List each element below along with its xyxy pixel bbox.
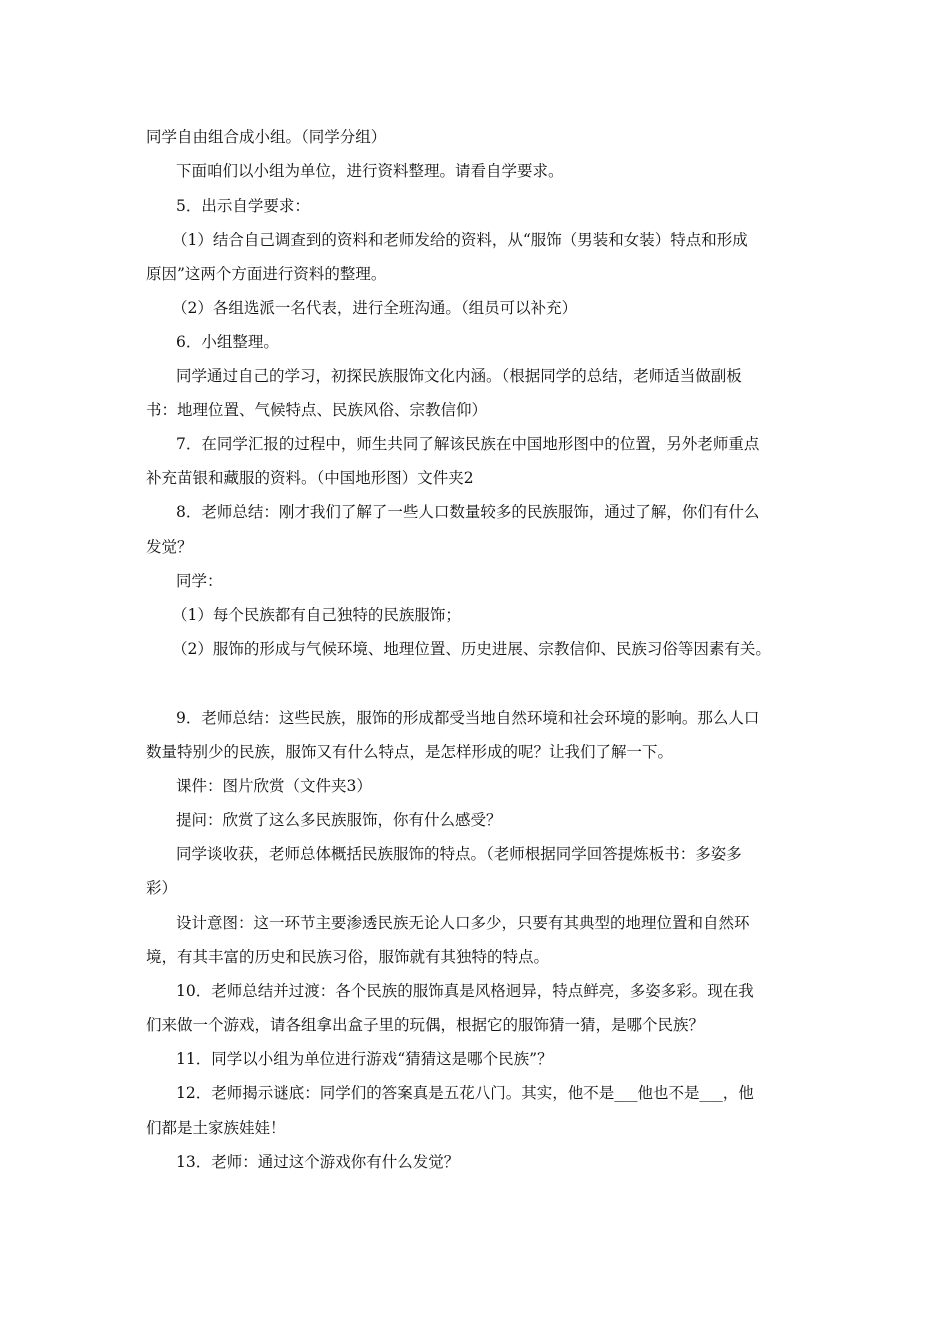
text-line: 13．老师：通过这个游戏你有什么发觉？ bbox=[176, 1153, 460, 1171]
text-line: 们来做一个游戏，请各组拿出盒子里的玩偶，根据它的服饰猜一猜，是哪个民族？ bbox=[146, 1016, 705, 1034]
text-line: 同学通过自己的学习，初探民族服饰文化内涵。（根据同学的总结，老师适当做副板 bbox=[176, 367, 742, 385]
text-line: 数量特别少的民族，服饰又有什么特点，是怎样形成的呢？让我们了解一下。 bbox=[146, 743, 674, 761]
text-line: 设计意图：这一环节主要渗透民族无论人口多少，只要有其典型的地理位置和自然环 bbox=[176, 914, 750, 932]
text-line: （2）服饰的形成与气候环境、地理位置、历史进展、宗教信仰、民族习俗等因素有关。 bbox=[172, 640, 771, 658]
text-line: 书：地理位置、气候特点、民族风俗、宗教信仰） bbox=[146, 401, 488, 419]
text-line: 同学谈收获，老师总体概括民族服饰的特点。（老师根据同学回答提炼板书：多姿多 bbox=[176, 845, 742, 863]
text-line: 彩） bbox=[146, 879, 178, 897]
text-line: 同学自由组合成小组。（同学分组） bbox=[146, 128, 387, 146]
text-line: 原因”这两个方面进行资料的整理。 bbox=[146, 265, 387, 283]
text-line: 课件：图片欣赏（文件夹3） bbox=[176, 777, 372, 795]
text-line: 6．小组整理。 bbox=[176, 333, 279, 351]
text-line: 5．出示自学要求： bbox=[176, 197, 310, 215]
text-line: 7．在同学汇报的过程中，师生共同了解该民族在中国地形图中的位置，另外老师重点 bbox=[176, 435, 760, 453]
text-line: 11．同学以小组为单位进行游戏“猜猜这是哪个民族”？ bbox=[176, 1050, 553, 1068]
text-line: 8．老师总结：刚才我们了解了一些人口数量较多的民族服饰，通过了解，你们有什么 bbox=[176, 503, 760, 521]
text-line: 12．老师揭示谜底：同学们的答案真是五花八门。其实，他不是___他也不是___，他 bbox=[176, 1084, 754, 1102]
text-line: （2）各组选派一名代表，进行全班沟通。（组员可以补充） bbox=[172, 299, 578, 317]
text-line: 境，有其丰富的历史和民族习俗，服饰就有其独特的特点。 bbox=[146, 948, 550, 966]
text-line: 发觉？ bbox=[146, 538, 193, 556]
text-line: 同学： bbox=[176, 572, 223, 590]
text-line: 们都是土家族娃娃！ bbox=[146, 1119, 286, 1137]
text-line: 下面咱们以小组为单位，进行资料整理。请看自学要求。 bbox=[176, 162, 564, 180]
text-line: 10．老师总结并过渡：各个民族的服饰真是风格迥异，特点鲜亮，多姿多彩。现在我 bbox=[176, 982, 754, 1000]
text-line: 提问：欣赏了这么多民族服饰，你有什么感受？ bbox=[176, 811, 502, 829]
text-line: 9．老师总结：这些民族，服饰的形成都受当地自然环境和社会环境的影响。那么人口 bbox=[176, 709, 760, 727]
text-line: （1）结合自己调查到的资料和老师发给的资料，从“服饰（男装和女装）特点和形成 bbox=[172, 231, 748, 249]
text-line: （1）每个民族都有自己独特的民族服饰； bbox=[172, 606, 461, 624]
text-line: 补充苗银和藏服的资料。（中国地形图）文件夹2 bbox=[146, 469, 474, 487]
